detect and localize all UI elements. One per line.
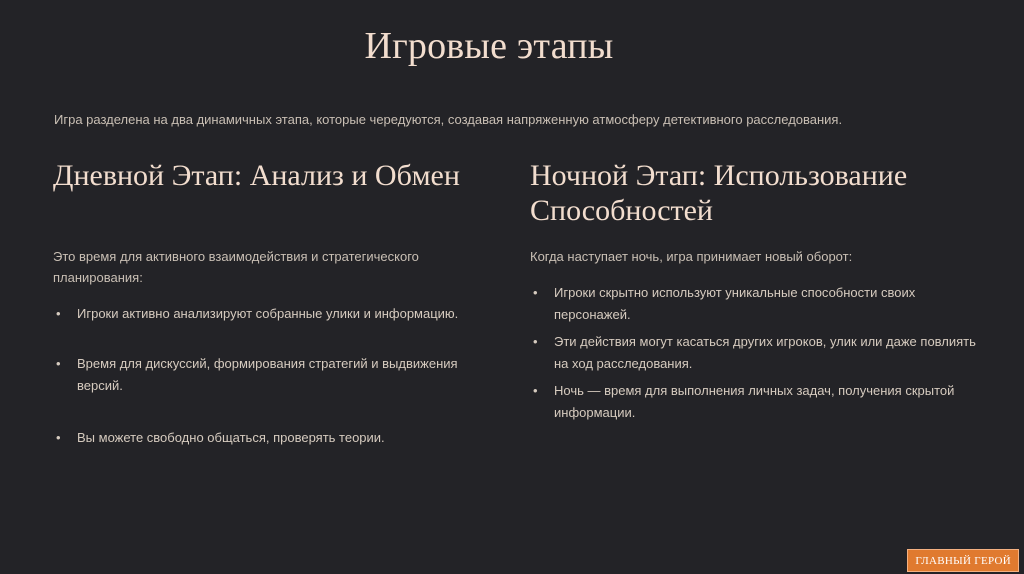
list-item (53, 303, 503, 325)
bullet-icon: • (533, 383, 538, 398)
bullet-icon: • (56, 356, 61, 371)
night-stage-heading: Ночной Этап: Использование Способностей (530, 159, 908, 227)
night-stage-column (530, 158, 990, 429)
list-item-text: Время для дискуссий, формирования стратегий и выдвижения версий. (77, 356, 458, 393)
list-item-text: Игроки активно анализируют собранные улики и информацию. (77, 306, 459, 321)
bullet-icon: • (533, 285, 538, 300)
main-hero-badge[interactable]: ГЛАВНЫЙ ГЕРОЙ (907, 549, 1019, 572)
day-stage-heading: Дневной Этап: Анализ и Обмен (53, 159, 460, 192)
night-stage-list (530, 282, 990, 424)
list-item-text: Игроки скрытно используют уникальные способности своих персонажей. (554, 285, 916, 322)
list-item (53, 353, 503, 397)
day-stage-column (53, 158, 503, 477)
bullet-icon: • (533, 334, 538, 349)
bullet-icon: • (56, 306, 61, 321)
night-stage-intro: Когда наступает ночь, игра принимает новый оборот: (530, 249, 853, 264)
list-item (530, 282, 990, 326)
bullet-icon: • (56, 430, 61, 445)
list-item-text: Эти действия могут касаться других игроков, улик или даже повлиять на ход расследования. (554, 334, 976, 371)
list-item (53, 427, 503, 449)
list-item (530, 331, 990, 375)
list-item-text: Вы можете свободно общаться, проверять теории. (77, 430, 385, 445)
day-stage-intro: Это время для активного взаимодействия и стратегического планирования: (53, 249, 419, 285)
list-item (530, 380, 990, 424)
list-item-text: Ночь — время для выполнения личных задач, получения скрытой информации. (554, 383, 955, 420)
page-title: Игровые этапы (364, 25, 614, 67)
intro-text: Игра разделена на два динамичных этапа, которые чередуются, создавая напряженную атмосферу детективного расследования. (54, 112, 843, 127)
day-stage-list (53, 303, 503, 449)
